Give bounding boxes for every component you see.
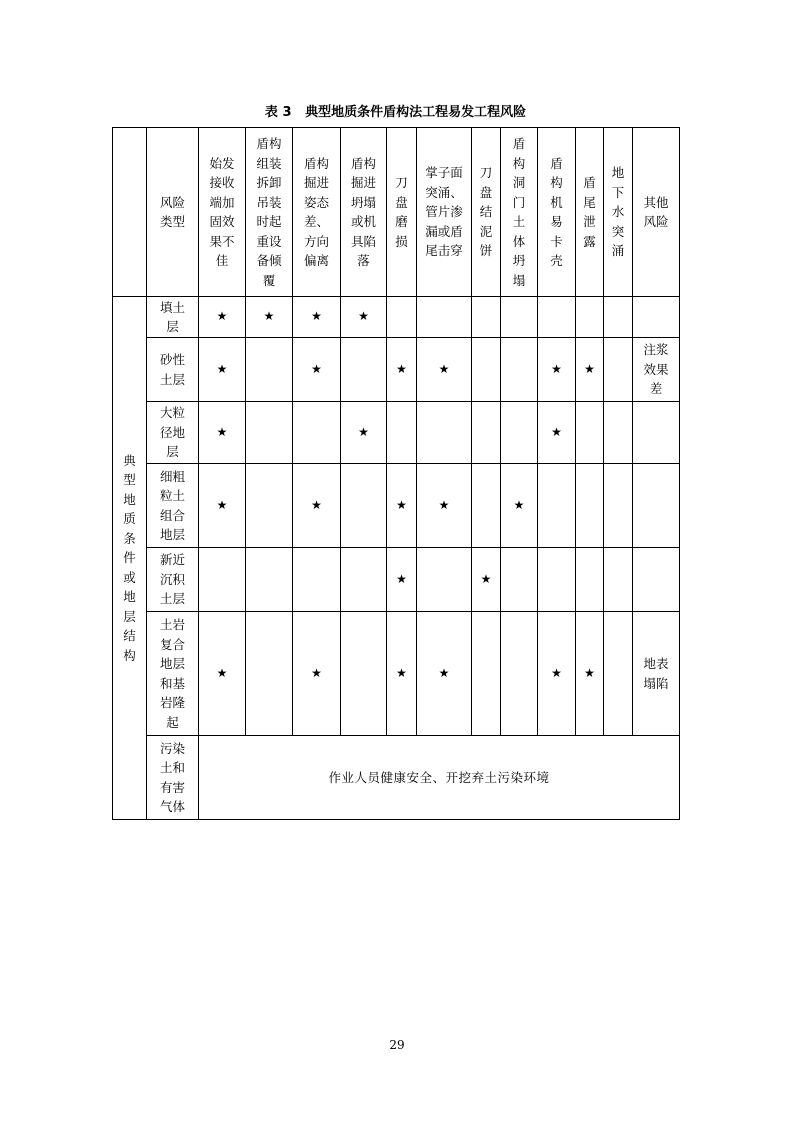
header-risk-6 xyxy=(472,128,501,297)
header-risk-label: 刀 盘 磨 损 xyxy=(395,175,408,249)
star-mark: ★ xyxy=(199,402,246,464)
row-label: 砂性 土层 xyxy=(159,352,185,387)
header-risk-5 xyxy=(417,128,472,297)
risk-cell xyxy=(472,612,501,736)
risk-cell xyxy=(604,548,633,612)
header-risk-label: 其他 风险 xyxy=(643,194,669,229)
risk-cell xyxy=(604,612,633,736)
table-row xyxy=(113,464,680,548)
header-risk-1 xyxy=(246,128,293,297)
risk-cell xyxy=(417,297,472,338)
row-label-cell xyxy=(147,297,199,338)
table-header-row xyxy=(113,128,680,297)
risk-cell xyxy=(604,464,633,548)
header-risk-label: 盾 构 洞 门 土 体 坍 塌 xyxy=(512,136,526,288)
risk-cell xyxy=(576,402,604,464)
risk-cell xyxy=(633,297,680,338)
risk-cell xyxy=(633,548,680,612)
risk-cell xyxy=(417,402,472,464)
risk-cell: 地表 塌陷 xyxy=(633,612,680,736)
star-mark: ★ xyxy=(293,612,341,736)
star-mark: ★ xyxy=(538,402,576,464)
star-mark: ★ xyxy=(199,338,246,402)
star-mark: ★ xyxy=(387,612,417,736)
header-risk-2 xyxy=(293,128,341,297)
risk-cell xyxy=(293,402,341,464)
star-mark: ★ xyxy=(293,338,341,402)
risk-cell xyxy=(538,464,576,548)
risk-cell xyxy=(501,338,538,402)
risk-cell xyxy=(501,297,538,338)
star-mark: ★ xyxy=(538,338,576,402)
header-risk-label: 刀 盘 结 泥 饼 xyxy=(479,165,493,259)
risk-cell xyxy=(341,612,387,736)
star-mark: ★ xyxy=(199,612,246,736)
table-row xyxy=(113,612,680,736)
star-mark: ★ xyxy=(387,548,417,612)
header-risk-3 xyxy=(341,128,387,297)
row-label-cell xyxy=(147,402,199,464)
star-mark: ★ xyxy=(538,612,576,736)
risk-cell xyxy=(576,297,604,338)
row-label: 污染 土和 有害 气体 xyxy=(159,740,185,814)
header-risk-label: 盾构 掘进 坍塌 或机 具陷 落 xyxy=(350,155,376,268)
risk-cell xyxy=(633,402,680,464)
risk-cell xyxy=(246,548,293,612)
risk-cell xyxy=(604,338,633,402)
risk-cell xyxy=(576,548,604,612)
geological-risk-table xyxy=(112,127,680,820)
star-mark: ★ xyxy=(293,464,341,548)
header-risk-label: 盾 构 机 易 卡 壳 xyxy=(550,155,563,268)
risk-cell: 注浆 效果 差 xyxy=(633,338,680,402)
header-risk-4 xyxy=(387,128,417,297)
star-mark: ★ xyxy=(576,338,604,402)
risk-cell xyxy=(576,464,604,548)
header-risk-label: 掌子面 突涌、 管片渗 漏或盾 尾击穿 xyxy=(425,165,463,259)
risk-cell xyxy=(538,297,576,338)
header-risk-11 xyxy=(633,128,680,297)
table-row xyxy=(113,548,680,612)
risk-cell xyxy=(633,464,680,548)
risk-cell xyxy=(387,402,417,464)
star-mark: ★ xyxy=(387,338,417,402)
risk-cell xyxy=(387,297,417,338)
row-label: 大粒 径地 层 xyxy=(159,405,185,460)
risk-cell xyxy=(472,297,501,338)
risk-cell xyxy=(472,402,501,464)
header-risk-7 xyxy=(501,128,538,297)
star-mark: ★ xyxy=(246,297,293,338)
header-risk-label: 始发 接收 端加 固效 果不 佳 xyxy=(209,155,235,268)
row-label-cell xyxy=(147,338,199,402)
star-mark: ★ xyxy=(501,464,538,548)
table-row xyxy=(113,402,680,464)
risk-cell xyxy=(246,402,293,464)
risk-cell xyxy=(501,402,538,464)
star-mark: ★ xyxy=(387,464,417,548)
table-title: 表 3 典型地质条件盾构法工程易发工程风险 xyxy=(264,105,527,120)
table-row-pollution xyxy=(113,736,680,820)
header-risk-9 xyxy=(576,128,604,297)
risk-cell xyxy=(604,402,633,464)
risk-cell xyxy=(538,548,576,612)
row-label-cell xyxy=(147,612,199,736)
star-mark: ★ xyxy=(341,297,387,338)
group-label-cell xyxy=(113,297,147,820)
table-row xyxy=(113,297,680,338)
star-mark: ★ xyxy=(417,338,472,402)
row-label: 细粗 粒土 组合 地层 xyxy=(159,468,185,542)
star-mark: ★ xyxy=(199,464,246,548)
star-mark: ★ xyxy=(341,402,387,464)
row-label: 土岩 复合 地层 和基 岩隆 起 xyxy=(159,617,185,730)
risk-cell xyxy=(472,464,501,548)
risk-cell xyxy=(501,612,538,736)
star-mark: ★ xyxy=(199,297,246,338)
star-mark: ★ xyxy=(417,464,472,548)
pollution-risk-text: 作业人员健康安全、开挖弃土污染环境 xyxy=(199,736,680,820)
header-risk-8 xyxy=(538,128,576,297)
group-label: 典 型 地 质 条 件 或 地 层 结 构 xyxy=(123,452,136,663)
star-mark: ★ xyxy=(576,612,604,736)
risk-cell xyxy=(246,612,293,736)
risk-cell xyxy=(246,338,293,402)
risk-cell xyxy=(246,464,293,548)
risk-cell xyxy=(199,548,246,612)
header-risk-type xyxy=(147,128,199,297)
risk-cell xyxy=(501,548,538,612)
header-risk-type-text: 风险 类型 xyxy=(159,194,185,229)
row-label-cell xyxy=(147,464,199,548)
risk-cell xyxy=(341,338,387,402)
row-label-cell xyxy=(147,548,199,612)
risk-cell xyxy=(341,548,387,612)
risk-cell xyxy=(341,464,387,548)
star-mark: ★ xyxy=(293,297,341,338)
row-label: 新近 沉积 土层 xyxy=(159,552,185,607)
table-row xyxy=(113,338,680,402)
header-corner-cell xyxy=(113,128,147,297)
star-mark: ★ xyxy=(472,548,501,612)
row-label-cell xyxy=(147,736,199,820)
header-risk-10 xyxy=(604,128,633,297)
header-risk-label: 地 下 水 突 涌 xyxy=(611,165,625,259)
header-risk-label: 盾构 组装 拆卸 吊装 时起 重设 备倾 覆 xyxy=(256,136,282,288)
header-risk-0 xyxy=(199,128,246,297)
page-number: 29 xyxy=(389,1038,405,1052)
risk-cell xyxy=(293,548,341,612)
header-risk-label: 盾构 掘进 姿态 差、 方向 偏离 xyxy=(303,155,329,268)
row-label: 填土 层 xyxy=(159,299,185,334)
star-mark: ★ xyxy=(417,612,472,736)
header-risk-label: 盾 尾 泄 露 xyxy=(583,175,596,249)
risk-cell xyxy=(472,338,501,402)
risk-cell xyxy=(604,297,633,338)
risk-cell xyxy=(417,548,472,612)
